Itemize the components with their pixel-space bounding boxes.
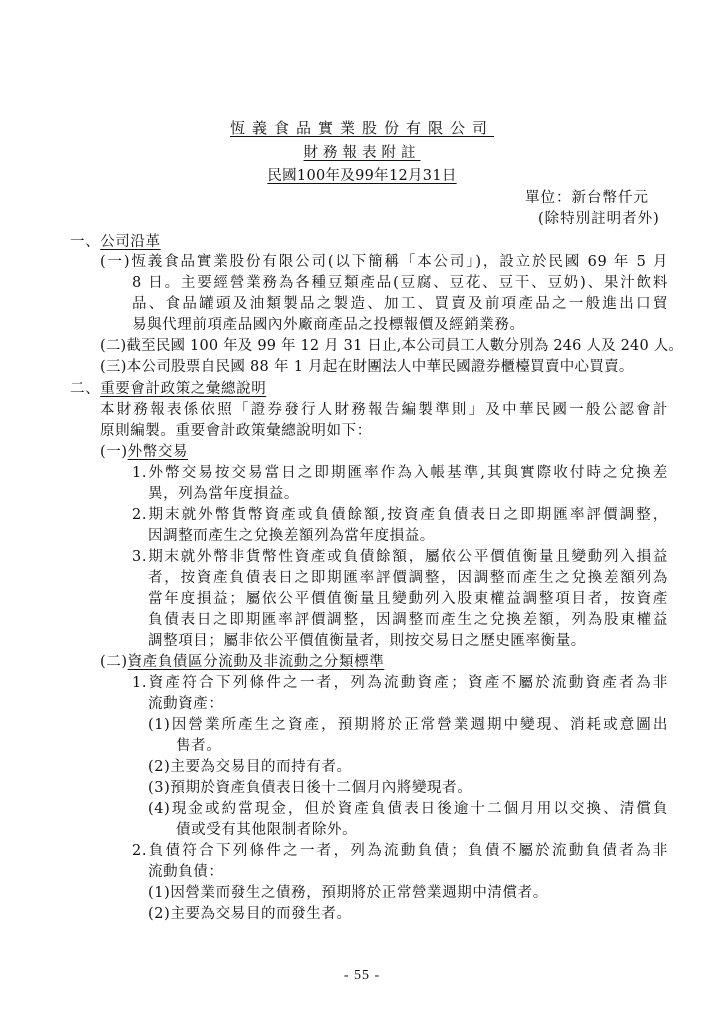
s2-item1-line1: 1.外幣交易按交易當日之即期匯率作為入帳基準,其與實際收付時之兌換差 [132, 465, 668, 481]
s2-assets-line1: 1.資產符合下列條件之一者，列為流動資產；資產不屬於流動資產者為非 [132, 675, 668, 691]
s2-item3-line4: 負債表日之即期匯率評價調整，因調整而產生之兌換差額，列為股東權益 [148, 612, 668, 628]
s2-item2-line1: 2.期末就外幣貨幣資產或負債餘額,按資產負債表日之即期匯率評價調整， [132, 507, 668, 523]
s2-item1-line2: 異，列為當年度損益。 [148, 486, 299, 502]
s1-p1-line3: 品、食品罐頭及油類製品之製造、加工、買賣及前項產品之一般進出口貿 [132, 296, 668, 312]
report-period: 民國100年及99年12月31日 [267, 168, 457, 184]
s2-liab-line1: 2.負債符合下列條件之一者，列為流動負債；負債不屬於流動負債者為非 [132, 843, 668, 859]
s2-intro-line1: 本財務報表係依照「證券發行人財務報告編製準則」及中華民國一般公認會計 [100, 402, 668, 418]
s2-assets-line2: 流動資產： [148, 696, 224, 712]
report-title: 財務報表附註 [303, 145, 421, 161]
s2-assets-4-line2: 債或受有其他限制者除外。 [176, 822, 358, 838]
s2-item3-line2: 者，按資產負債表日之即期匯率評價調整，因調整而產生之兌換差額列為 [148, 570, 668, 586]
s2-item3-line3: 當年度損益；屬依公平價值衡量且變動列入股東權益調整項目者，按資產 [148, 591, 668, 607]
s2-liab-line2: 流動負債： [148, 864, 224, 880]
s2-assets-4-line1: (4)現金或約當現金，但於資產負債表日後逾十二個月用以交換、清償負 [148, 801, 668, 817]
s1-p2: (二)截至民國 100 年及 99 年 12 月 31 日止,本公司員工人數分別為 246 人及 240 人。 [100, 338, 684, 354]
unit-label: 單位：新台幣仟元 [525, 190, 649, 206]
s2-assets-3: (3)預期於資產負債表日後十二個月內將變現者。 [148, 780, 473, 796]
s2-liab-2: (2)主要為交易目的而發生者。 [148, 906, 352, 922]
unit-note: (除特別註明者外) [538, 211, 660, 227]
s2-assets-1-line1: (1)因營業所產生之資產，預期將於正常營業週期中變現、消耗或意圖出 [148, 717, 668, 733]
s2-assets-1-line2: 售者。 [176, 738, 222, 754]
s1-p1-line4: 易與代理前項產品國內外廠商產品之投標報價及經銷業務。 [132, 317, 525, 333]
s2-item3-line5: 調整項目；屬非依公平價值衡量者，則按交易日之歷史匯率衡量。 [148, 633, 586, 649]
s2-assets-2: (2)主要為交易目的而持有者。 [148, 759, 352, 775]
page-number: - 55 - [343, 968, 381, 983]
s1-p1-line2: 8 日。主要經營業務為各種豆類產品(豆腐、豆花、豆干、豆奶)、果汁飲料 [132, 275, 668, 291]
section-1-heading: 一、公司沿革 [70, 234, 161, 250]
s2-liab-1: (1)因營業而發生之債務，預期將於正常營業週期中清償者。 [148, 885, 548, 901]
subsection-1-heading: (一)外幣交易 [100, 444, 189, 460]
s2-intro-line2: 原則編製。重要會計政策彙總說明如下： [100, 423, 372, 439]
s2-item2-line2: 因調整而產生之兌換差額列為當年度損益。 [148, 528, 435, 544]
s2-item3-line1: 3.期末就外幣非貨幣性資產或負債餘額，屬依公平價值衡量且變動列入損益 [132, 549, 668, 565]
subsection-2-heading: (二)資產負債區分流動及非流動之分類標準 [100, 654, 385, 670]
s1-p3: (三)本公司股票自民國 88 年 1 月起在財團法人中華民國證券櫃檯買賣中心買賣。 [100, 359, 634, 375]
section-2-heading: 二、重要會計政策之彙總說明 [70, 381, 267, 397]
s1-p1-line1: (一)恆義食品實業股份有限公司(以下簡稱「本公司」)，設立於民國 69 年 5 月 [100, 254, 668, 270]
company-title: 恆義食品實業股份有限公司 [229, 119, 494, 137]
